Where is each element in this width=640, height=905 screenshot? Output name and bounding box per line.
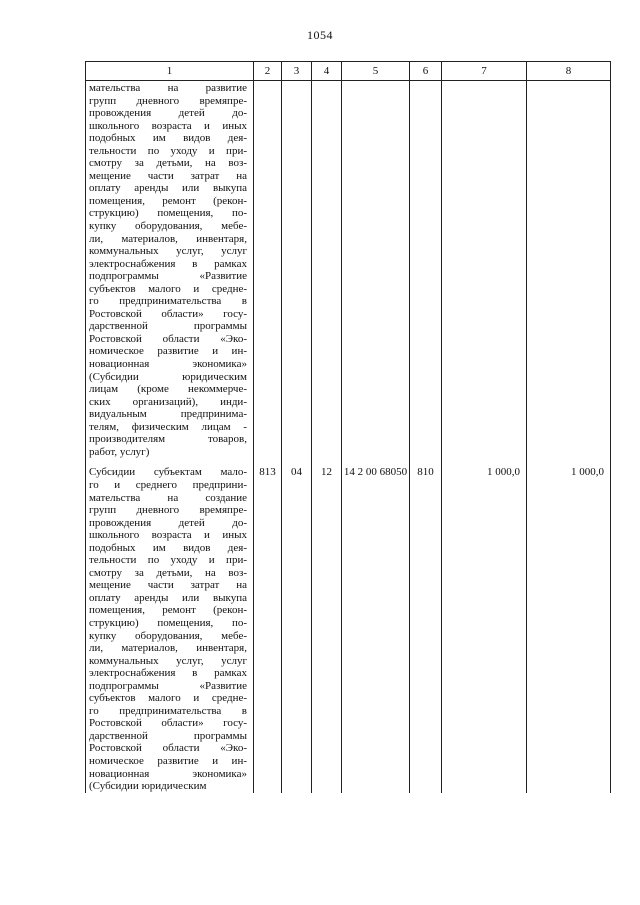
description-line: дарственной программы (89, 729, 247, 742)
description-line: подобных им видов дея- (89, 541, 247, 554)
description-line: подпрограммы «Развитие (89, 679, 247, 692)
description-line: мательства на создание (89, 491, 247, 504)
cell-expense-type: 810 (410, 464, 442, 792)
cell-amount-col7: 1 000,0 (442, 464, 527, 792)
description-line: новационная экономика» (89, 767, 247, 780)
description-line: Ростовской области» госу- (89, 717, 247, 730)
description-line: (Субсидии юридическим (89, 780, 207, 793)
description-line: оплату аренды или выкупа (89, 591, 247, 604)
description-line: смотру за детьми, на воз- (89, 566, 247, 579)
column-header-8: 8 (527, 62, 611, 81)
description-line: мещение части затрат на (89, 169, 247, 182)
description-line: го и среднего предприни- (89, 478, 247, 491)
cell-admin-code (254, 81, 282, 465)
column-header-2: 2 (254, 62, 282, 81)
description-line: работ, услуг) (89, 445, 150, 458)
description-line: телям, физическим лицам - (89, 420, 247, 433)
description-line: го предпринимательства в (89, 704, 247, 717)
budget-table-container (85, 61, 610, 793)
column-header-7: 7 (442, 62, 527, 81)
description-line: школьного возраста и иных (89, 529, 247, 542)
cell-subsection: 12 (312, 464, 342, 792)
description-line: смотру за детьми, на воз- (89, 157, 247, 170)
table-header-row (86, 62, 611, 81)
cell-section: 04 (282, 464, 312, 792)
description-line: струкцию) помещения, по- (89, 616, 247, 629)
description-line: помещения, ремонт (рекон- (89, 194, 247, 207)
description-line: новационная экономика» (89, 358, 247, 371)
description-line: Ростовской области «Эко- (89, 742, 247, 755)
cell-amount-col7 (442, 81, 527, 465)
description-line: тельности по уходу и при- (89, 554, 247, 567)
description-line: го предпринимательства в (89, 295, 247, 308)
budget-table (85, 61, 611, 793)
description-line: тельности по уходу и при- (89, 144, 247, 157)
description-line: производителям товаров, (89, 433, 247, 446)
description-line: ли, материалов, инвентаря, (89, 232, 247, 245)
column-header-3: 3 (282, 62, 312, 81)
description-line: струкцию) помещения, по- (89, 207, 247, 220)
cell-target-article: 14 2 00 68050 (342, 464, 410, 792)
description-line: ских организаций), инди- (89, 395, 247, 408)
description-line: школьного возраста и иных (89, 119, 247, 132)
description-line: подпрограммы «Развитие (89, 270, 247, 283)
description-line: номическое развитие и ин- (89, 754, 247, 767)
description-line: электроснабжения в рамках (89, 257, 247, 270)
description-line: купку оборудования, мебе- (89, 629, 247, 642)
description-line: Субсидии субъектам мало- (89, 466, 247, 479)
cell-amount-col8 (527, 81, 611, 465)
description-line: подобных им видов дея- (89, 132, 247, 145)
description-line: коммунальных услуг, услуг (89, 245, 247, 258)
cell-admin-code: 813 (254, 464, 282, 792)
page-number: 1054 (307, 28, 333, 42)
description-line: Ростовской области» госу- (89, 307, 247, 320)
description-line: коммунальных услуг, услуг (89, 654, 247, 667)
description-line: лицам (кроме некоммерче- (89, 383, 247, 396)
description-line: ли, материалов, инвентаря, (89, 642, 247, 655)
cell-expense-type (410, 81, 442, 465)
description-line: дарственной программы (89, 320, 247, 333)
column-header-4: 4 (312, 62, 342, 81)
description-line: провождения детей до- (89, 107, 247, 120)
description-line: (Субсидии юридическим (89, 370, 247, 383)
description-line: мательства на развитие (89, 82, 247, 94)
column-header-5: 5 (342, 62, 410, 81)
row-description (86, 464, 254, 792)
description-line: номическое развитие и ин- (89, 345, 247, 358)
description-line: субъектов малого и средне- (89, 282, 247, 295)
description-line: мещение части затрат на (89, 579, 247, 592)
description-line: групп дневного времяпре- (89, 94, 247, 107)
description-line: провождения детей до- (89, 516, 247, 529)
description-line: Ростовской области «Эко- (89, 332, 247, 345)
description-line: субъектов малого и средне- (89, 692, 247, 705)
column-header-1: 1 (86, 62, 254, 81)
table-row (86, 81, 611, 465)
cell-subsection (312, 81, 342, 465)
description-line: групп дневного времяпре- (89, 504, 247, 517)
description-line: помещения, ремонт (рекон- (89, 604, 247, 617)
cell-amount-col8: 1 000,0 (527, 464, 611, 792)
description-line: электроснабжения в рамках (89, 667, 247, 680)
description-line: купку оборудования, мебе- (89, 220, 247, 233)
row-description (86, 81, 254, 465)
table-row (86, 464, 611, 792)
column-header-6: 6 (410, 62, 442, 81)
cell-section (282, 81, 312, 465)
description-line: оплату аренды или выкупа (89, 182, 247, 195)
description-line: видуальным предпринима- (89, 408, 247, 421)
cell-target-article (342, 81, 410, 465)
